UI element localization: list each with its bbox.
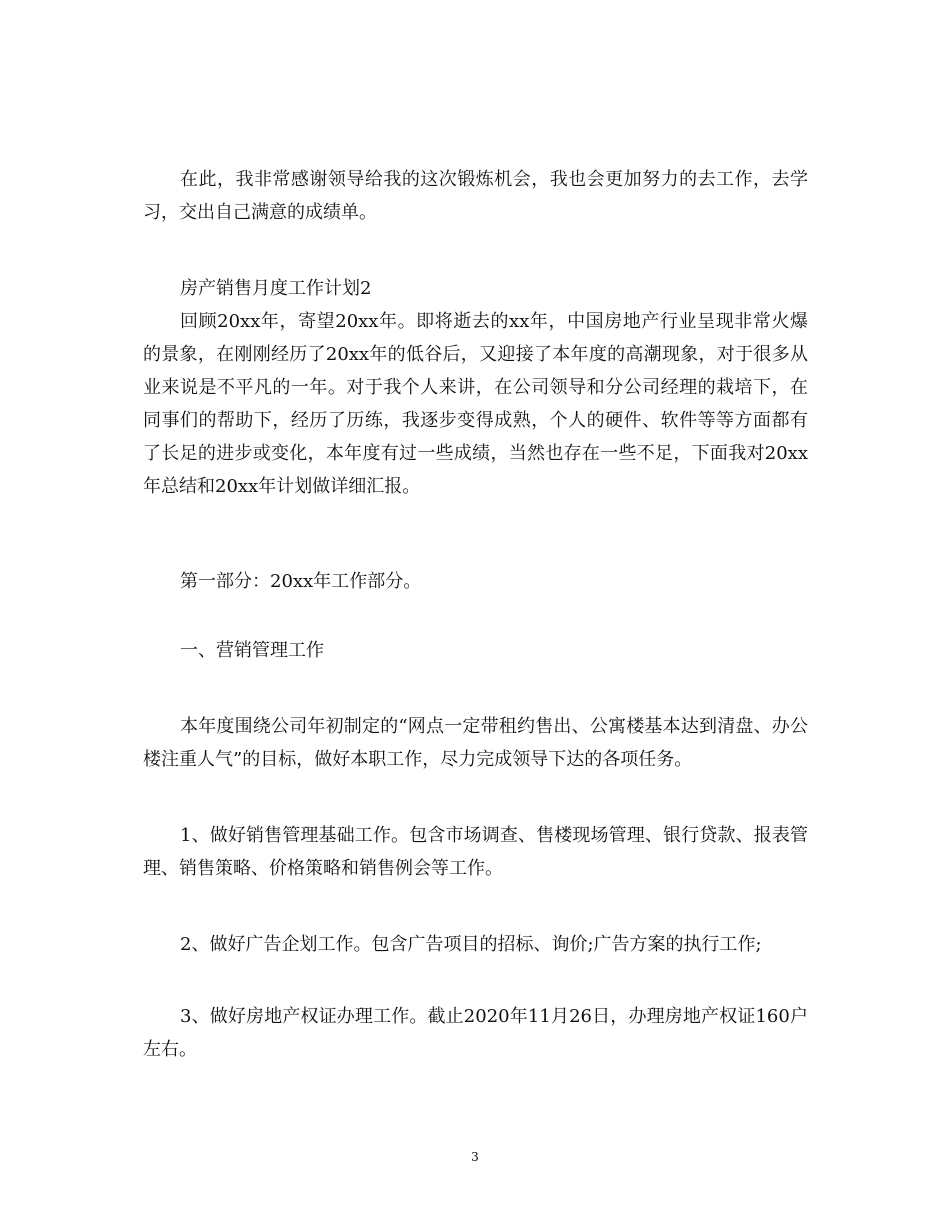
list-item-2: 2、做好广告企划工作。包含广告项目的招标、询价;广告方案的执行工作; [180, 934, 762, 955]
plan-title: 房产销售月度工作计划2 [180, 278, 372, 299]
list-item-3: 3、做好房地产权证办理工作。截止2020年11月26日，办理房地产权证160户左右。 [143, 1006, 808, 1060]
page-number: 3 [471, 1150, 479, 1164]
paragraph-thanks: 在此，我非常感谢领导给我的这次锻炼机会，我也会更加努力的去工作，去学习，交出自己满意的成绩单。 [143, 169, 808, 223]
section-one-heading: 一、营销管理工作 [180, 640, 324, 661]
paragraph-review: 回顾20xx年，寄望20xx年。即将逝去的xx年，中国房地产行业呈现非常火爆的景象，在刚刚经历了20xx年的低谷后，又迎接了本年度的高潮现象，对于很多从业来说是不平凡的一年。对于我个人来讲，在公司领导和分公司经理的栽培下，在同事们的帮助下，经历了历练，我逐步变得成熟，个人的硬件、软件等等方面都有了长足的进步或变化，本年度有过一些成绩，当然也存在一些不足，下面我对20xx年总结和20xx年计划做详细汇报。 [143, 311, 808, 497]
paragraph-annual-goal: 本年度围绕公司年初制定的“网点一定带租约售出、公寓楼基本达到清盘、办公楼注重人气”的目标，做好本职工作，尽力完成领导下达的各项任务。 [143, 716, 808, 770]
list-item-1: 1、做好销售管理基础工作。包含市场调查、售楼现场管理、银行贷款、报表管理、销售策略、价格策略和销售例会等工作。 [143, 825, 808, 879]
part-one-heading: 第一部分：20xx年工作部分。 [180, 571, 422, 592]
